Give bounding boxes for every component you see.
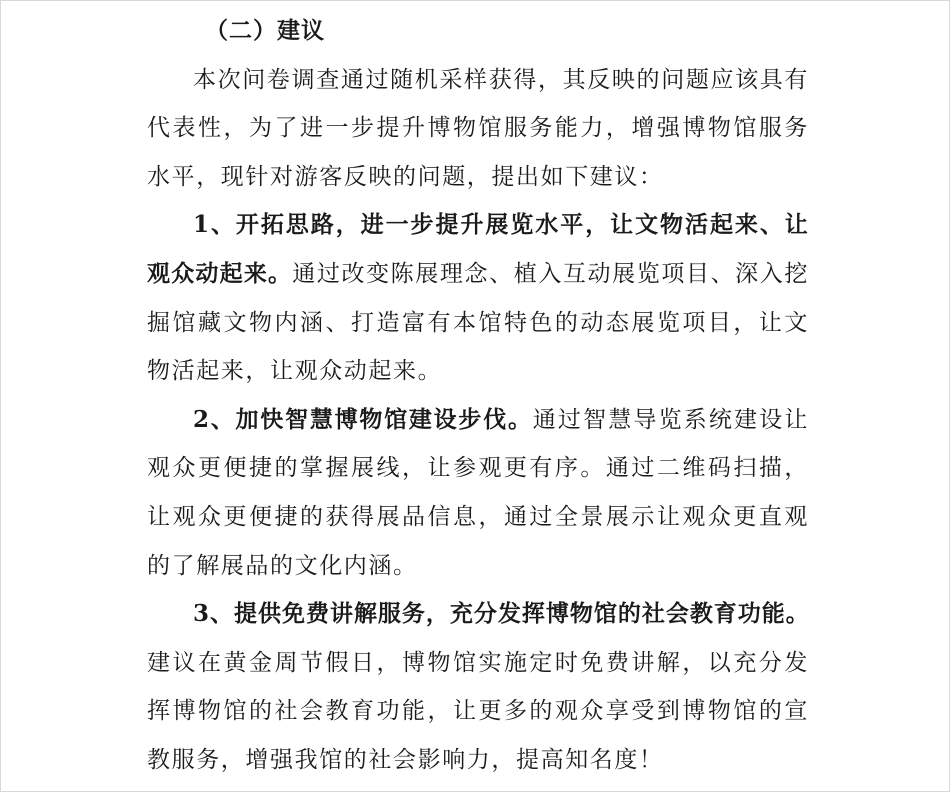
suggestion-3-lead: 3、提供免费讲解服务，充分发挥博物馆的社会教育功能。 (193, 600, 809, 628)
suggestion-2-body: 通过智慧导览系统建设让观众更便捷的掌握展线，让参观更有序。通过二维码扫描，让观众更便捷的获得展品信息，通过全景展示让观众更直观的了解展品的文化内涵。 (147, 406, 809, 579)
suggestion-3-body: 建议在黄金周节假日，博物馆实施定时免费讲解，以充分发挥博物馆的社会教育功能，让更多的观众享受到博物馆的宣教服务，增强我馆的社会影响力，提高知名度！ (147, 649, 809, 773)
suggestion-1-lead: 1、开拓思路，进一步提升展览水平，让文物活起来、让观众动起来。 (147, 211, 809, 287)
suggestion-item-3 (147, 590, 809, 784)
suggestion-2-lead: 2、加快智慧博物馆建设步伐。 (193, 405, 533, 433)
document-body (147, 7, 809, 785)
intro-paragraph: 本次问卷调查通过随机采样获得，其反映的问题应该具有代表性，为了进一步提升博物馆服务能力，增强博物馆服务水平，现针对游客反映的问题，提出如下建议： (147, 66, 809, 190)
suggestion-item-1 (147, 201, 809, 395)
suggestion-1-body: 通过改变陈展理念、植入互动展览项目、深入挖掘馆藏文物内涵、打造富有本馆特色的动态展览项目，让文物活起来，让观众动起来。 (147, 260, 809, 385)
suggestion-item-2 (147, 396, 809, 590)
section-heading: （二）建议 (205, 17, 325, 44)
